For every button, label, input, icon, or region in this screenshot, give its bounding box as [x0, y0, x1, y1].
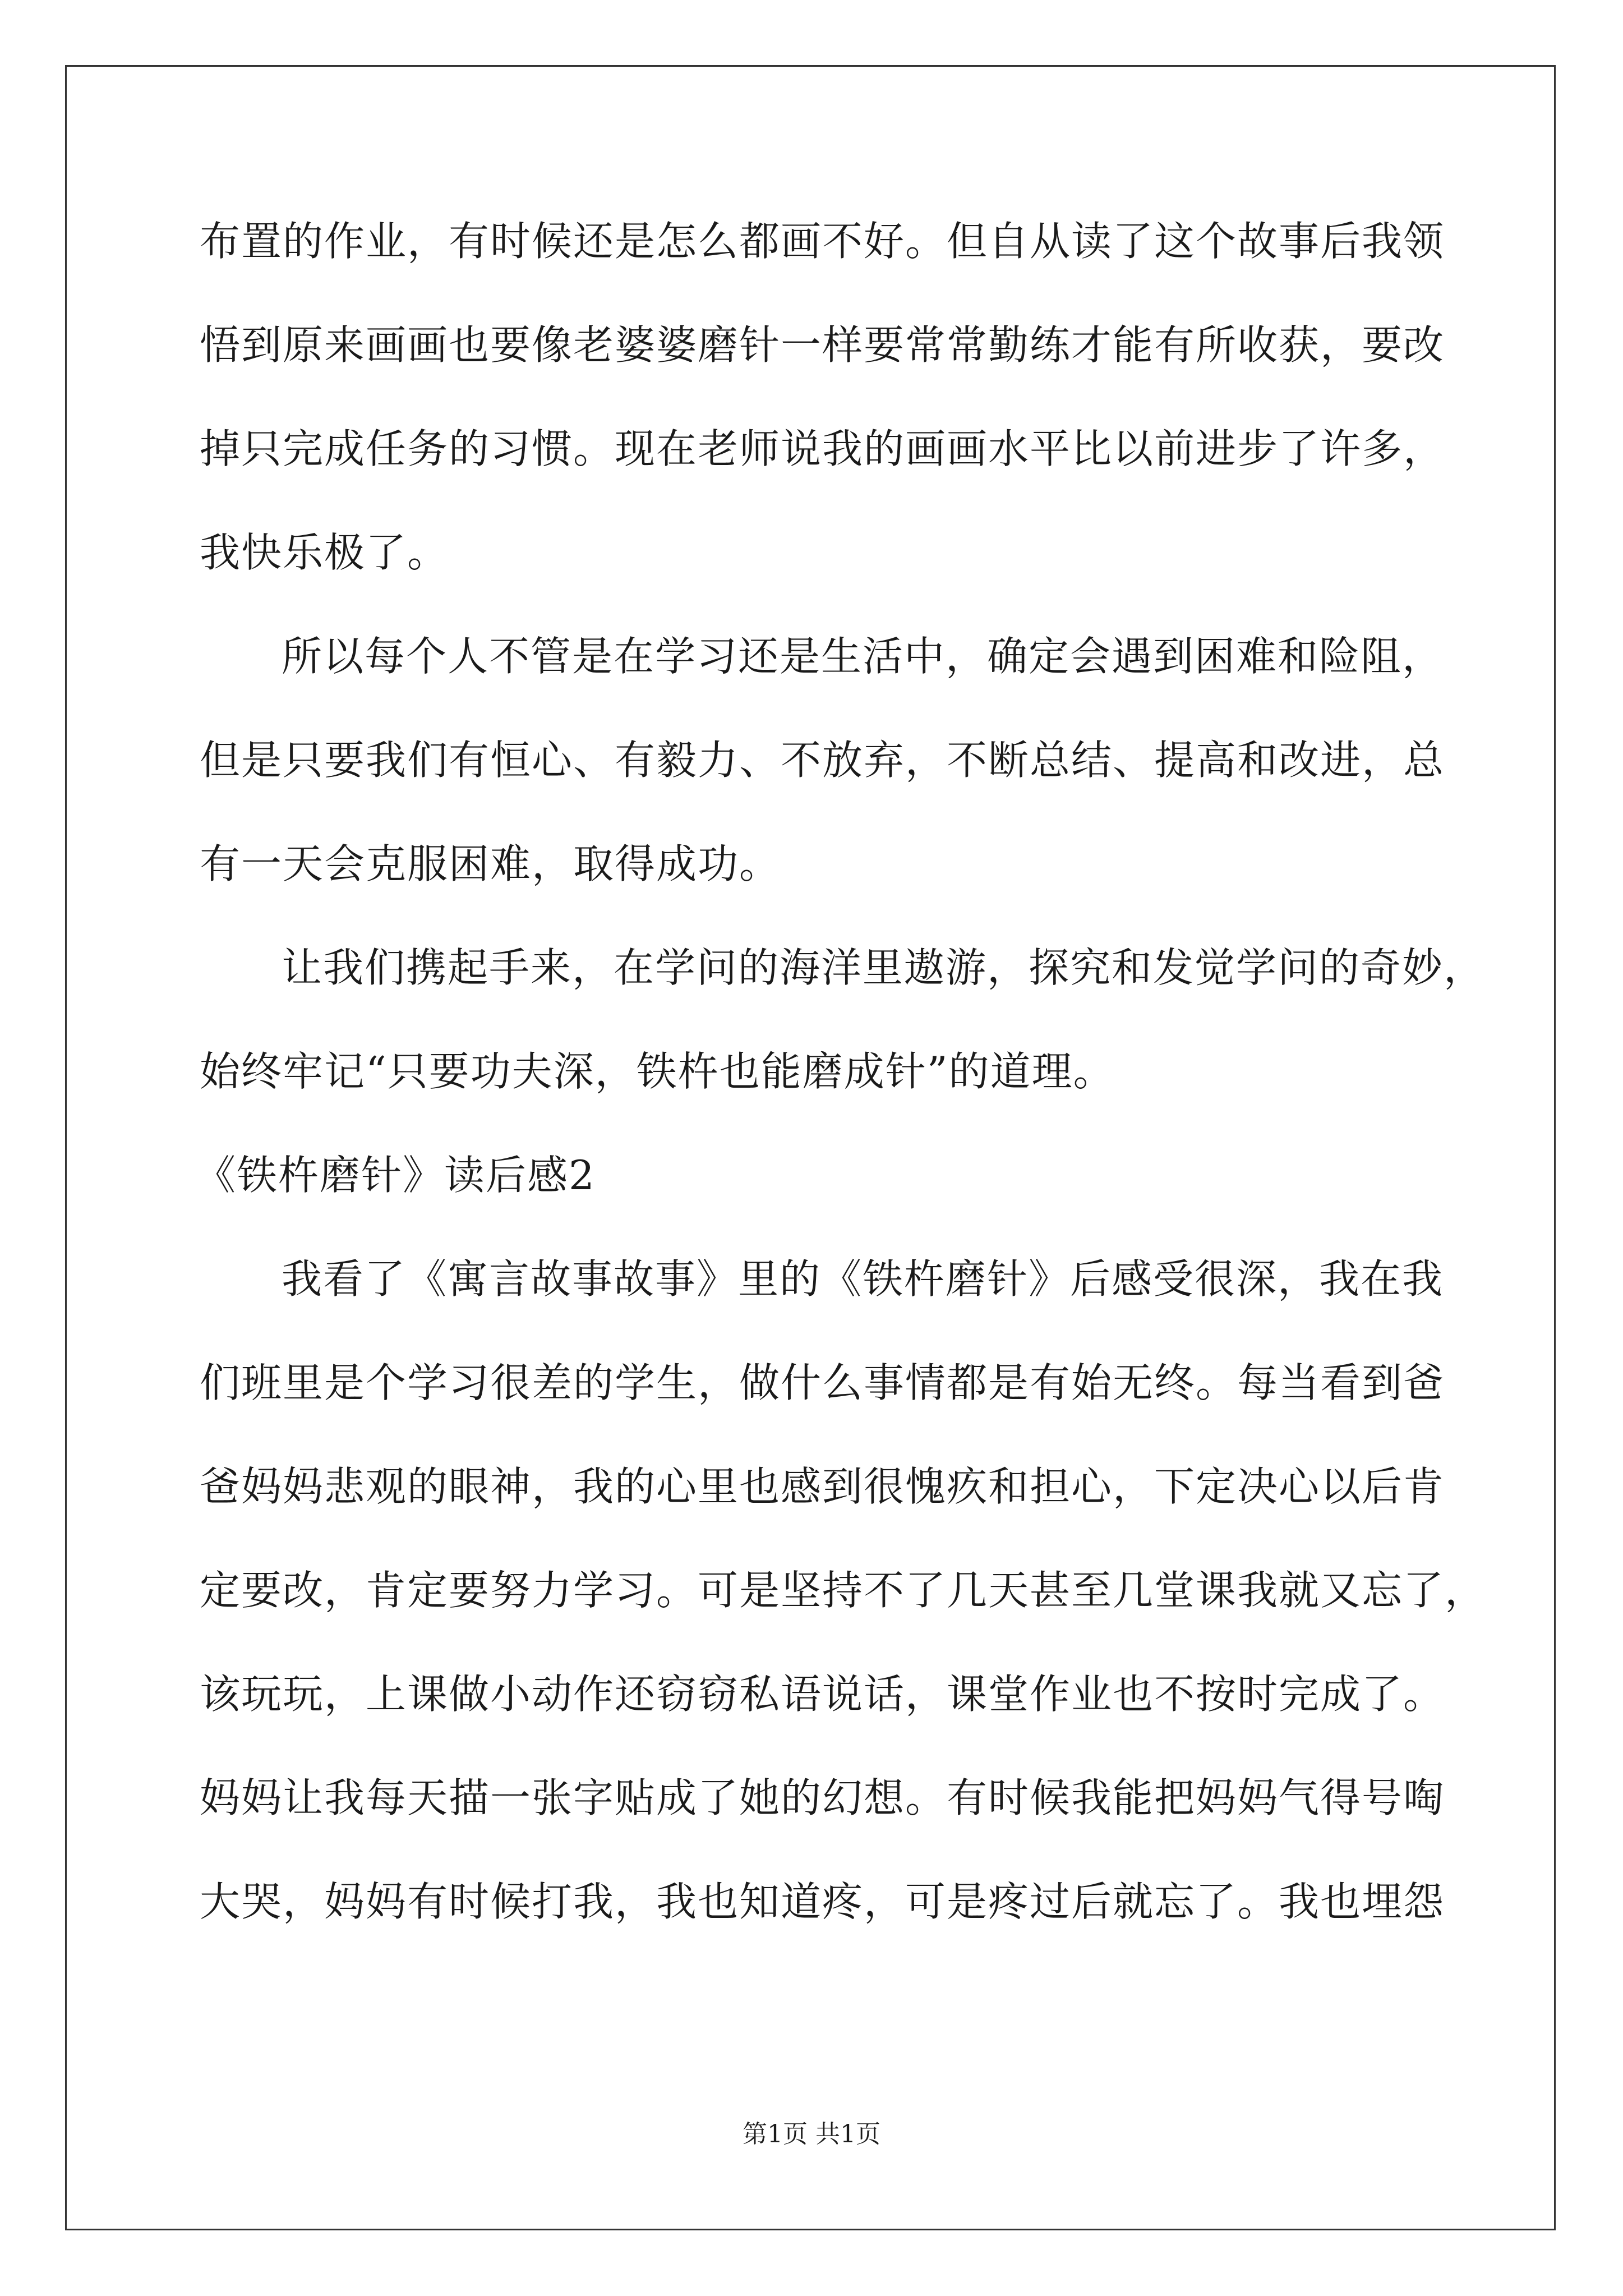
- text-line: 们班里是个学习很差的学生，做什么事情都是有始无终。每当看到爸: [200, 1359, 1445, 1406]
- text-line: 定要改，肯定要努力学习。可是坚持不了几天甚至几堂课我就又忘了，: [200, 1567, 1487, 1614]
- text-line: 布置的作业，有时候还是怎么都画不好。但自从读了这个故事后我领: [200, 218, 1445, 265]
- page-footer: 第1页 共1页: [743, 2120, 880, 2148]
- text-line: 我快乐极了。: [200, 529, 449, 576]
- text-line: 但是只要我们有恒心、有毅力、不放弃，不断总结、提高和改进，总: [200, 737, 1445, 784]
- paragraph-start-line: 让我们携起手来，在学问的海洋里遨游，探究和发觉学问的奇妙，: [282, 944, 1486, 991]
- text-line: 爸妈妈悲观的眼神，我的心里也感到很愧疚和担心，下定决心以后肯: [200, 1463, 1445, 1510]
- text-line: 大哭，妈妈有时候打我，我也知道疼，可是疼过后就忘了。我也埋怨: [200, 1878, 1445, 1925]
- paragraph-start-line: 我看了《寓言故事故事》里的《铁杵磨针》后感受很深，我在我: [282, 1255, 1444, 1303]
- text-line: 该玩玩，上课做小动作还窃窃私语说话，课堂作业也不按时完成了。: [200, 1671, 1445, 1718]
- text-line: 有一天会克服困难，取得成功。: [200, 840, 781, 887]
- section-heading: 《铁杵磨针》读后感2: [195, 1152, 596, 1199]
- text-line: 掉只完成任务的习惯。现在老师说我的画画水平比以前进步了许多，: [200, 425, 1445, 472]
- text-line: 妈妈让我每天描一张字贴成了她的幻想。有时候我能把妈妈气得号啕: [200, 1774, 1445, 1821]
- text-line: 始终牢记“只要功夫深，铁杵也能磨成针”的道理。: [200, 1048, 1115, 1095]
- paragraph-start-line: 所以每个人不管是在学习还是生活中，确定会遇到困难和险阻，: [282, 633, 1444, 680]
- text-line: 悟到原来画画也要像老婆婆磨针一样要常常勤练才能有所收获，要改: [200, 321, 1445, 369]
